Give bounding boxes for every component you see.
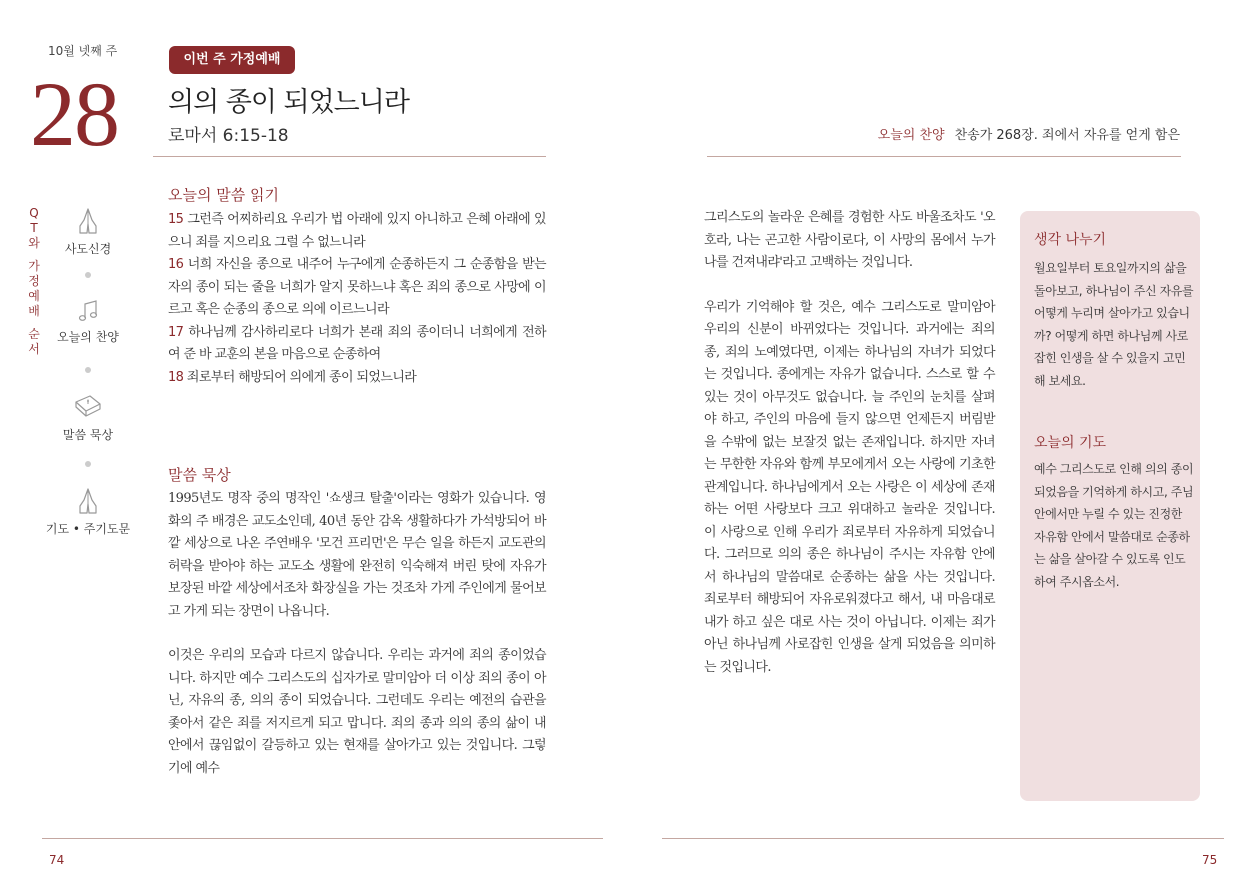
share-text: 월요일부터 토요일까지의 삶을 돌아보고, 하나님이 주신 자유를 어떻게 누리며 살아가고 있습니까? 어떻게 하면 하나님께 사로잡힌 인생을 살 수 있을지 고민해 보세요.: [1034, 261, 1194, 388]
music-note-icon: [75, 298, 101, 324]
header-divider-left: [153, 156, 546, 157]
meditation-paragraph: 1995년도 명작 중의 명작인 '쇼생크 탈출'이라는 영화가 있습니다. 영화의 주 배경은 교도소인데, 40년 동안 감옥 생활하다가 가석방되어 바깥 세상으로 나온 주연배우 '모건 프리먼'은 무슨 일을 하든지 교도관의 허락을 받아야 하는 교도소 생활에 완전히 익숙해져 버린 탓에 자유가 보장된 바깥 세상에서조차 화장실을 가는 것조차 가게 주인에게 물어보고 가게 되는 장면이 나옵니다.: [168, 491, 546, 619]
verse-number: 15: [168, 212, 184, 227]
meditation-heading: 말씀 묵상: [168, 466, 231, 484]
footer-divider-left: [42, 838, 603, 839]
vertical-char: Q: [29, 206, 39, 220]
bible-icon: [72, 392, 104, 422]
order-item-creed: [33, 206, 143, 257]
verse-number: 16: [168, 257, 184, 272]
verse-text: 죄로부터 해방되어 의에게 종이 되었느니라: [183, 369, 417, 385]
vertical-char: 서: [28, 342, 40, 356]
order-dot: [85, 367, 91, 373]
order-item-label: 사도신경: [64, 242, 112, 256]
verse-text: 하나님께 감사하리로다 너희가 본래 죄의 종이더니 너희에게 전하여 준 바 교훈의 본을 마음으로 순종하여: [168, 324, 546, 362]
verse: [168, 254, 546, 322]
header-divider-right: [707, 156, 1181, 157]
order-dot: [85, 272, 91, 278]
page-number-left: 74: [49, 853, 65, 867]
meditation-paragraph: 그리스도의 놀라운 은혜를 경험한 사도 바울조차도 '오호라, 나는 곤고한 사람이로다, 이 사망의 몸에서 누가 나를 건져내랴'라고 고백하는 것입니다.: [704, 210, 995, 270]
vertical-char: 정: [28, 274, 40, 288]
praying-hands-icon: [73, 486, 103, 516]
order-item-label: 기도 • 주기도문: [45, 522, 131, 536]
meditation-body-left: [168, 488, 546, 780]
verse: [168, 322, 546, 367]
order-item-hymn: [33, 298, 143, 345]
scripture-reference: 로마서 6:15-18: [168, 126, 289, 146]
order-dot: [85, 461, 91, 467]
order-item-meditation: [33, 392, 143, 443]
verse-text: 너희 자신을 종으로 내주어 누구에게 순종하든지 그 순종함을 받는 자의 종이 되는 줄을 너희가 알지 못하느냐 혹은 죄의 종으로 사망에 이르고 혹은 순종의 종으로 의에 이르느니라: [168, 257, 546, 317]
vertical-char: T: [30, 221, 38, 235]
verse-number: 17: [168, 324, 184, 340]
vertical-char: 예: [28, 289, 40, 303]
verse: [168, 209, 546, 254]
page-title: 의의 종이 되었느니라: [168, 87, 409, 118]
order-item-prayer: [33, 486, 143, 537]
reading-passage: [168, 209, 546, 389]
footer-divider-right: [662, 838, 1224, 839]
reading-heading: 오늘의 말씀 읽기: [168, 186, 279, 204]
meditation-paragraph: 이것은 우리의 모습과 다르지 않습니다. 우리는 과거에 죄의 종이었습니다. 하지만 예수 그리스도의 십자가로 말미암아 더 이상 죄의 종이 아닌, 자유의 종, 의의 종이 되었습니다. 그런데도 우리는 예전의 습관을 좇아서 같은 죄를 저지르게 되고 맙니다. 죄의 종과 의의 종의 삶이 내 안에서 끊임없이 갈등하고 있는 현재를 살아가고 있는 것입니다. 그렇기에 예수: [168, 648, 546, 776]
verse-number: 18: [168, 369, 184, 385]
worship-badge: 이번 주 가정예배: [169, 46, 295, 74]
praying-hands-icon: [73, 206, 103, 236]
share-heading: 생각 나누기: [1034, 232, 1107, 248]
order-item-label: 오늘의 찬양: [57, 330, 119, 344]
meditation-body-right: [704, 207, 995, 679]
meditation-paragraph: 우리가 기억해야 할 것은, 예수 그리스도로 말미암아 우리의 신분이 바뀌었다는 것입니다. 과거에는 죄의 종, 죄의 노예였다면, 이제는 하나님의 자녀가 되었다는 것입니다. 종에게는 자유가 없습니다. 스스로 할 수 있는 것이 아무것도 없습니다. 늘 주인의 눈치를 살펴야 하고, 주인의 마음에 들지 않으면 언제든지 버림받을 수밖에 없는 보잘것 없는 존재입니다. 하지만 자녀는 무한한 자유와 함께 부모에게서 오는 사랑에 기초한 관계입니다. 하나님에게서 오는 사랑은 이 세상에 존재하는 어떤 사랑보다 크고 위대하고 놀라운 것입니다. 이 사랑으로 인해 우리가 죄로부터 자유하게 되었습니다. 그러므로 의의 종은 하나님이 주시는 자유함 안에서 하나님의 말씀대로 순종하는 삶을 사는 것입니다. 죄로부터 해방되어 자유로워졌다고 해서, 내 마음대로 내가 하고 싶은 대로 사는 것이 아닙니다. 이제는 죄가 아닌 하나님께 사로잡힌 인생을 살게 되었음을 의미하는 것입니다.: [704, 299, 995, 675]
reflection-sidebar: [1020, 211, 1200, 801]
week-label: 10월 넷째 주: [48, 44, 118, 58]
hymn-line: [878, 124, 1180, 143]
vertical-char: 와: [28, 236, 40, 250]
hymn-text: 찬송가 268장. 죄에서 자유를 얻게 함은: [954, 128, 1180, 143]
verse-text: 그런즉 어찌하리요 우리가 법 아래에 있지 아니하고 은혜 아래에 있으니 죄를 지으리요 그럴 수 없느니라: [168, 212, 546, 250]
vertical-char: 순: [28, 327, 40, 341]
verse: [168, 367, 546, 390]
hymn-label: 오늘의 찬양: [877, 128, 945, 143]
prayer-text: 예수 그리스도로 인해 의의 종이 되었음을 기억하게 하시고, 주님 안에서만 누릴 수 있는 진정한 자유함 안에서 말씀대로 순종하는 삶을 살아갈 수 있도록 인도하여 주시옵소서.: [1034, 462, 1194, 589]
page-number-right: 75: [1202, 853, 1218, 867]
vertical-char: 가: [28, 259, 40, 273]
prayer-heading: 오늘의 기도: [1034, 435, 1107, 451]
date-number: 28: [30, 63, 118, 165]
vertical-char: 배: [28, 304, 40, 318]
order-item-label: 말씀 묵상: [62, 428, 114, 442]
